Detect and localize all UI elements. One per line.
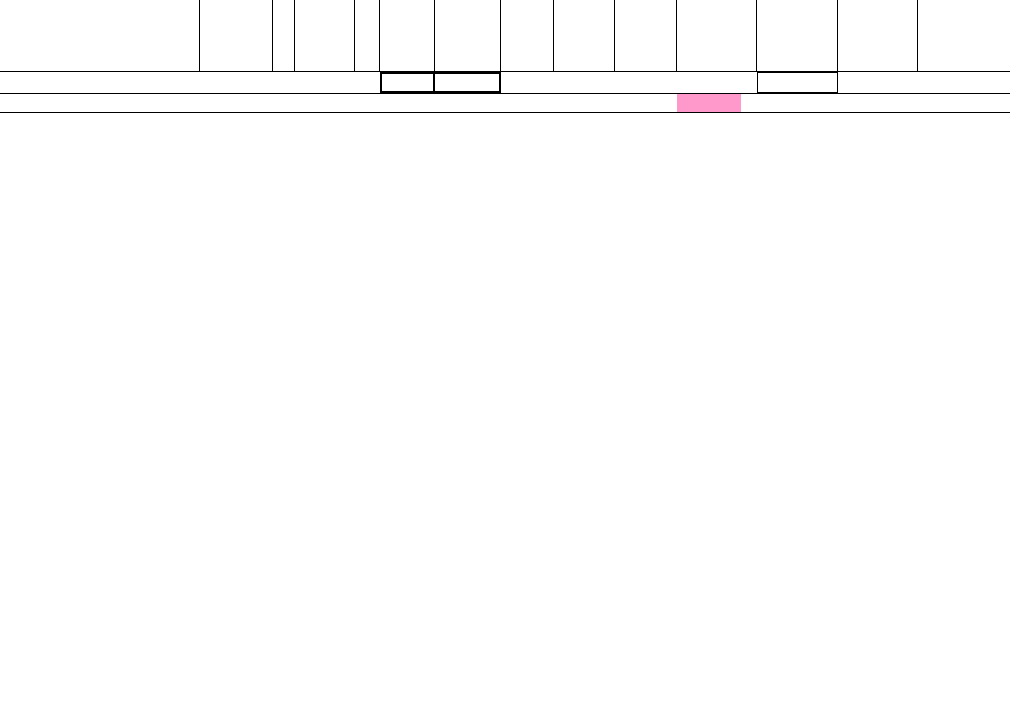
header-buyin[interactable] [380,0,435,71]
prize-total[interactable] [677,94,741,112]
tournaments-colon[interactable] [355,72,380,93]
tournaments-cap-pct[interactable] [501,72,554,93]
header-winnings[interactable] [435,0,501,71]
header-sums-contrib[interactable] [200,0,273,71]
tournaments-div-pct[interactable] [554,72,615,93]
header-dollar[interactable] [273,0,295,71]
header-sum-pay[interactable] [838,0,918,71]
tournaments-received-cell[interactable] [757,72,838,93]
tournaments-label[interactable] [0,72,355,93]
rate-label[interactable] [0,94,200,112]
header-dividends-inc[interactable] [615,0,677,71]
tournaments-buyin[interactable] [380,72,435,93]
header-prize[interactable] [677,0,757,71]
header-capitalization[interactable] [501,0,554,71]
tournaments-prize-pct[interactable] [677,72,757,93]
tournaments-win[interactable] [435,72,501,93]
header-empty-col[interactable] [355,0,380,71]
header-dividends-pay[interactable] [554,0,615,71]
header-share-end[interactable] [918,0,1010,71]
header-received[interactable] [757,0,838,71]
filter-border [0,112,1010,113]
header-initial-sums[interactable] [0,0,200,71]
header-shares[interactable] [295,0,355,71]
